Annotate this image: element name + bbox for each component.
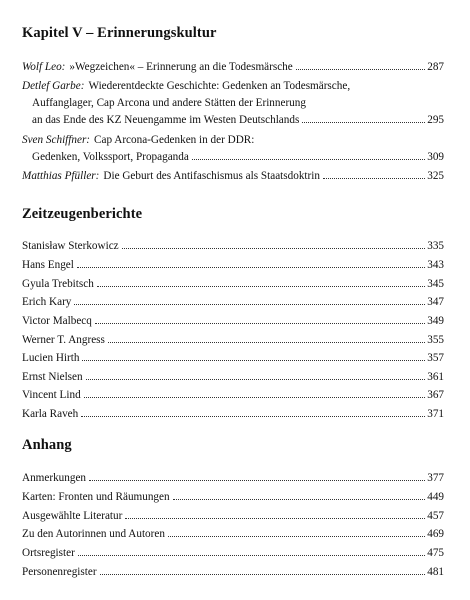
toc-entry-title: Lucien Hirth <box>22 352 80 364</box>
toc-entry-page: 367 <box>427 389 444 401</box>
toc-entry[interactable] <box>22 566 444 579</box>
dot-leader <box>168 536 425 537</box>
toc-entry[interactable] <box>22 528 444 541</box>
toc-entry-title: Erich Kary <box>22 296 72 308</box>
toc-entry-title: »Wegzeichen« – Erinnerung an die Todesmärsche <box>69 61 293 73</box>
toc-entry[interactable] <box>22 547 444 560</box>
toc-entry[interactable] <box>22 170 444 183</box>
dot-leader <box>100 574 426 575</box>
toc-entry-title: Personenregister <box>22 566 97 578</box>
dot-leader <box>302 122 425 123</box>
toc-entry-page: 335 <box>427 240 444 252</box>
toc-entry-page: 475 <box>427 547 444 559</box>
toc-entry-page: 371 <box>427 408 444 420</box>
toc-entry[interactable] <box>22 240 444 253</box>
toc-entry-page: 287 <box>427 61 444 73</box>
toc-entry-page: 377 <box>427 472 444 484</box>
toc-entry-title: Auffanglager, Cap Arcona und andere Stätten der Erinnerung <box>32 97 306 109</box>
dot-leader <box>84 397 426 398</box>
dot-leader <box>122 248 426 249</box>
toc-entry-title: Gyula Trebitsch <box>22 278 94 290</box>
toc-entry[interactable] <box>22 472 444 485</box>
toc-entry-page: 361 <box>427 371 444 383</box>
toc-entry-page: 325 <box>427 170 444 182</box>
toc-entry-continuation <box>32 151 444 164</box>
toc-entry[interactable] <box>22 296 444 309</box>
toc-entry[interactable] <box>22 510 444 523</box>
toc-entry-title: an das Ende des KZ Neuengamme im Westen Deutschlands <box>32 114 300 126</box>
toc-entry-page: 345 <box>427 278 444 290</box>
toc-entry-author: Detlef Garbe: <box>22 80 85 92</box>
toc-entry-author: Sven Schiffner: <box>22 134 91 146</box>
toc-entry-title: Ernst Nielsen <box>22 371 83 383</box>
toc-entry[interactable] <box>22 371 444 384</box>
toc-entry[interactable] <box>22 61 444 74</box>
dot-leader <box>323 178 425 179</box>
toc-entry-title: Gedenken, Volkssport, Propaganda <box>32 151 189 163</box>
toc-entry-title: Cap Arcona-Gedenken in der DDR: <box>94 134 255 146</box>
toc-entry-page: 347 <box>427 296 444 308</box>
dot-leader <box>82 360 425 361</box>
toc-entry[interactable] <box>22 491 444 504</box>
toc-entry-title: Hans Engel <box>22 259 74 271</box>
dot-leader <box>296 69 425 70</box>
dot-leader <box>95 323 425 324</box>
toc-entry[interactable] <box>22 352 444 365</box>
dot-leader <box>74 304 425 305</box>
toc-entry-title: Karten: Fronten und Räumungen <box>22 491 170 503</box>
toc-entry-title: Ausgewählte Literatur <box>22 510 123 522</box>
toc-entry-title: Anmerkungen <box>22 472 87 484</box>
toc-entry-page: 355 <box>427 334 444 346</box>
toc-entry-title: Victor Malbecq <box>22 315 92 327</box>
toc-entry-title: Wiederentdeckte Geschichte: Gedenken an Todesmärsche, <box>88 80 351 92</box>
toc-entry-page: 357 <box>427 352 444 364</box>
dot-leader <box>77 267 425 268</box>
toc-entry-title: Werner T. Angress <box>22 334 105 346</box>
toc-entry-continuation <box>32 97 444 110</box>
toc-entry-title: Stanisław Sterkowicz <box>22 240 119 252</box>
toc-entry-page: 309 <box>427 151 444 163</box>
toc-entry[interactable] <box>22 259 444 272</box>
toc-entry-page: 449 <box>427 491 444 503</box>
section-heading: Zeitzeugenberichte <box>22 206 143 222</box>
toc-entry-page: 295 <box>427 114 444 126</box>
toc-entry-page: 481 <box>427 566 444 578</box>
dot-leader <box>78 555 425 556</box>
toc-entry-page: 469 <box>427 528 444 540</box>
dot-leader <box>86 379 426 380</box>
toc-entry-title: Karla Raveh <box>22 408 79 420</box>
dot-leader <box>89 480 425 481</box>
dot-leader <box>97 286 425 287</box>
toc-entry-author: Matthias Pfüller: <box>22 170 100 182</box>
dot-leader <box>125 518 425 519</box>
toc-entry-title: Vincent Lind <box>22 389 81 401</box>
dot-leader <box>108 342 425 343</box>
toc-entry-title: Zu den Autorinnen und Autoren <box>22 528 165 540</box>
chapter-heading: Kapitel V – Erinnerungskultur <box>22 25 217 41</box>
toc-entry[interactable] <box>22 134 444 147</box>
toc-entry-title: Ortsregister <box>22 547 75 559</box>
toc-entry-continuation <box>32 114 444 127</box>
section-heading: Anhang <box>22 437 72 453</box>
toc-entry-page: 349 <box>427 315 444 327</box>
toc-entry-page: 343 <box>427 259 444 271</box>
toc-entry[interactable] <box>22 80 444 93</box>
toc-entry-title: Die Geburt des Antifaschismus als Staatsdoktrin <box>103 170 320 182</box>
toc-entry-page: 457 <box>427 510 444 522</box>
toc-entry[interactable] <box>22 408 444 421</box>
dot-leader <box>173 499 426 500</box>
toc-entry[interactable] <box>22 315 444 328</box>
dot-leader <box>81 416 425 417</box>
toc-entry[interactable] <box>22 278 444 291</box>
dot-leader <box>192 159 425 160</box>
toc-entry[interactable] <box>22 389 444 402</box>
toc-entry[interactable] <box>22 334 444 347</box>
toc-entry-author: Wolf Leo: <box>22 61 66 73</box>
